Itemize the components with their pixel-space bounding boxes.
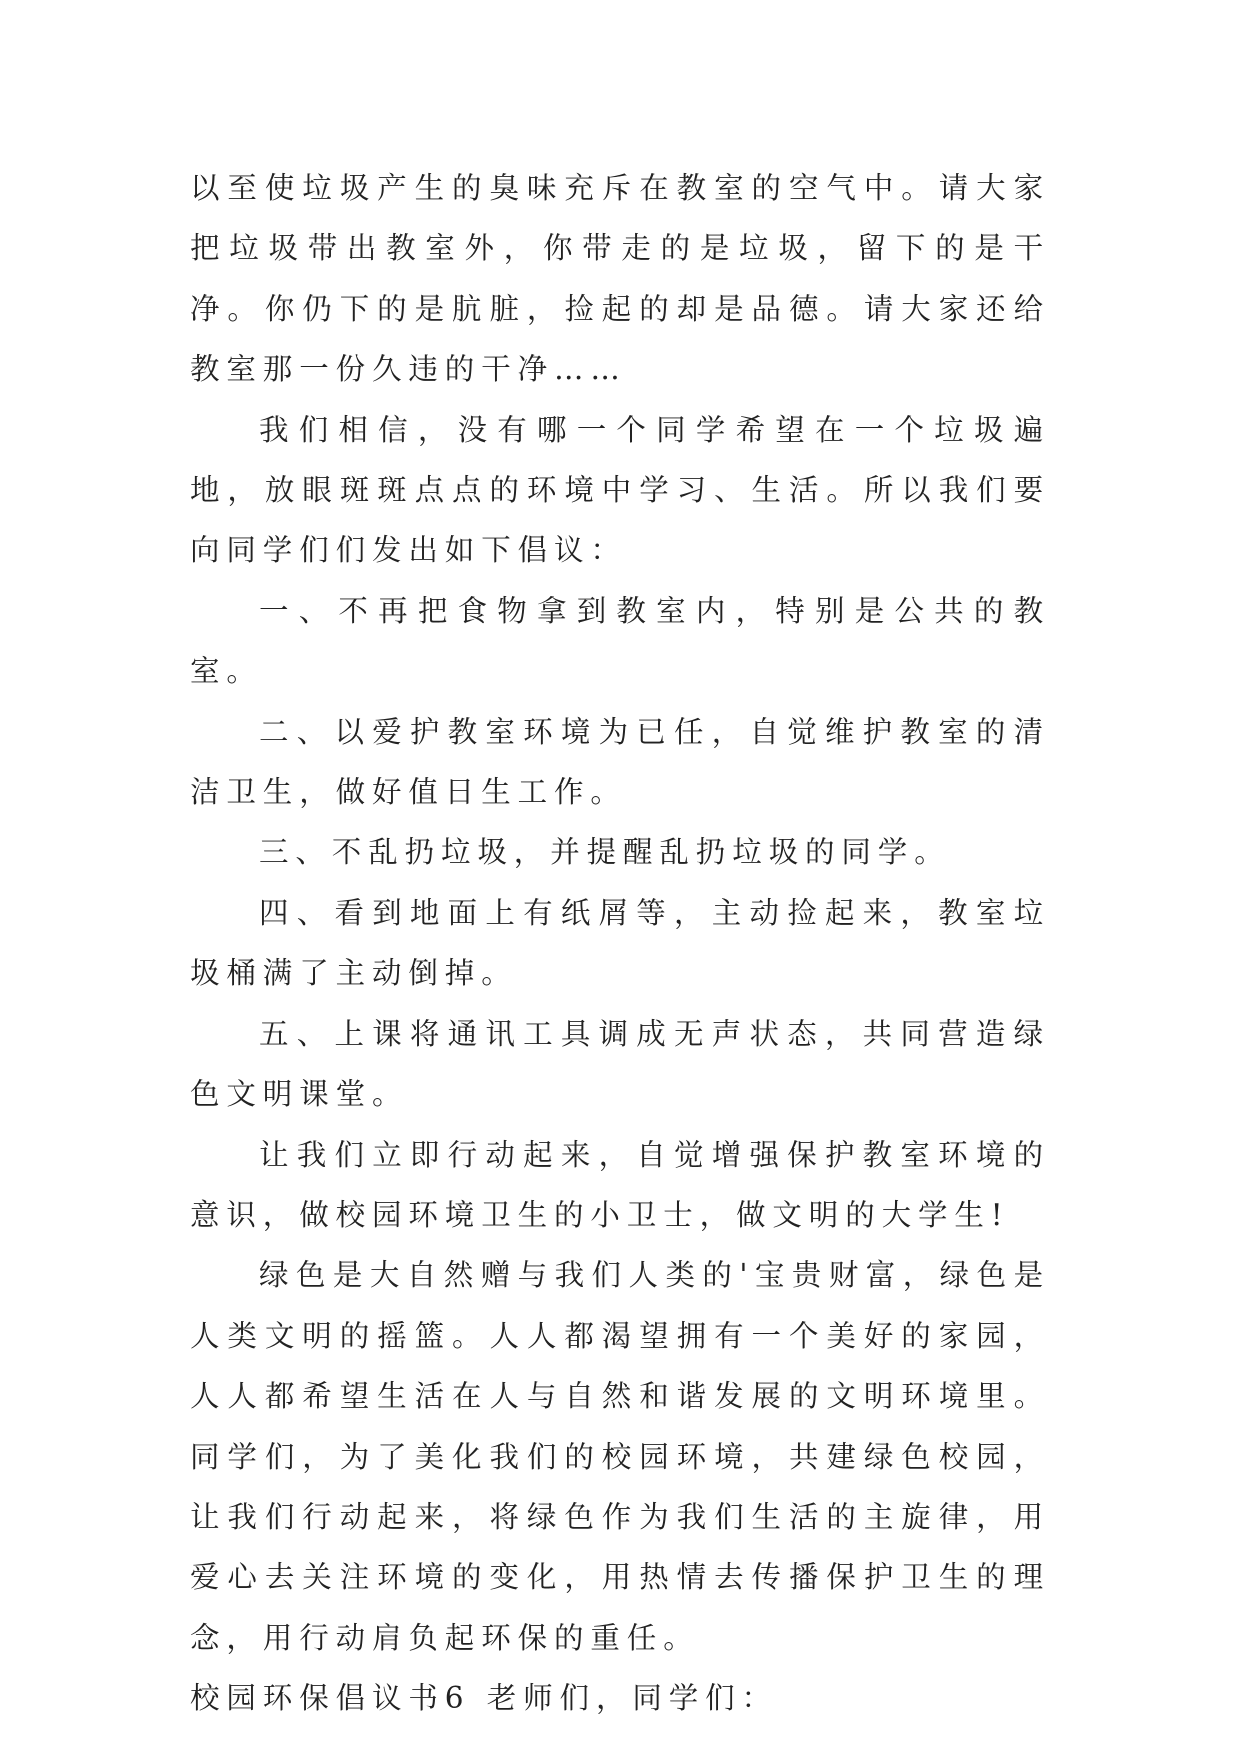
proposal-item-4: 四、看到地面上有纸屑等，主动捡起来，教室垃圾桶满了主动倒掉。 xyxy=(190,895,1050,991)
paragraph-closing-previous: 以至使垃圾产生的臭味充斥在教室的空气中。请大家把垃圾带出教室外，你带走的是垃圾，留下的是干净。你仍下的是肮脏，捡起的却是品德。请大家还给教室那一份久违的干净…… xyxy=(190,171,1050,387)
proposal-item-1: 一、不再把食物拿到教室内，特别是公共的教室。 xyxy=(190,593,1050,689)
proposal-item-2: 二、以爱护教室环境为已任，自觉维护教室的清洁卫生，做好值日生工作。 xyxy=(190,714,1050,810)
paragraph-call-to-action: 让我们立即行动起来，自觉增强保护教室环境的意识，做校园环境卫生的小卫士，做文明的大学生! xyxy=(190,1137,1050,1232)
paragraph-belief: 我们相信，没有哪一个同学希望在一个垃圾遍地，放眼斑斑点点的环境中学习、生活。所以我们要向同学们们发出如下倡议： xyxy=(190,412,1050,568)
proposal-item-3: 三、不乱扔垃圾，并提醒乱扔垃圾的同学。 xyxy=(259,835,951,870)
proposal-item-5: 五、上课将通讯工具调成无声状态，共同营造绿色文明课堂。 xyxy=(190,1016,1050,1112)
section-heading-proposal-6: 校园环保倡议书6 老师们，同学们： xyxy=(190,1681,778,1716)
document-body xyxy=(190,158,1050,1729)
paragraph-green-campus: 绿色是大自然赠与我们人类的'宝贵财富，绿色是人类文明的摇篮。人人都渴望拥有一个美好的家园，人人都希望生活在人与自然和谐发展的文明环境里。同学们，为了美化我们的校园环境，共建绿色校园，让我们行动起来，将绿色作为我们生活的主旋律，用爱心去关注环境的变化，用热情去传播保护卫生的理念，用行动肩负起环保的重任。 xyxy=(190,1258,1050,1655)
